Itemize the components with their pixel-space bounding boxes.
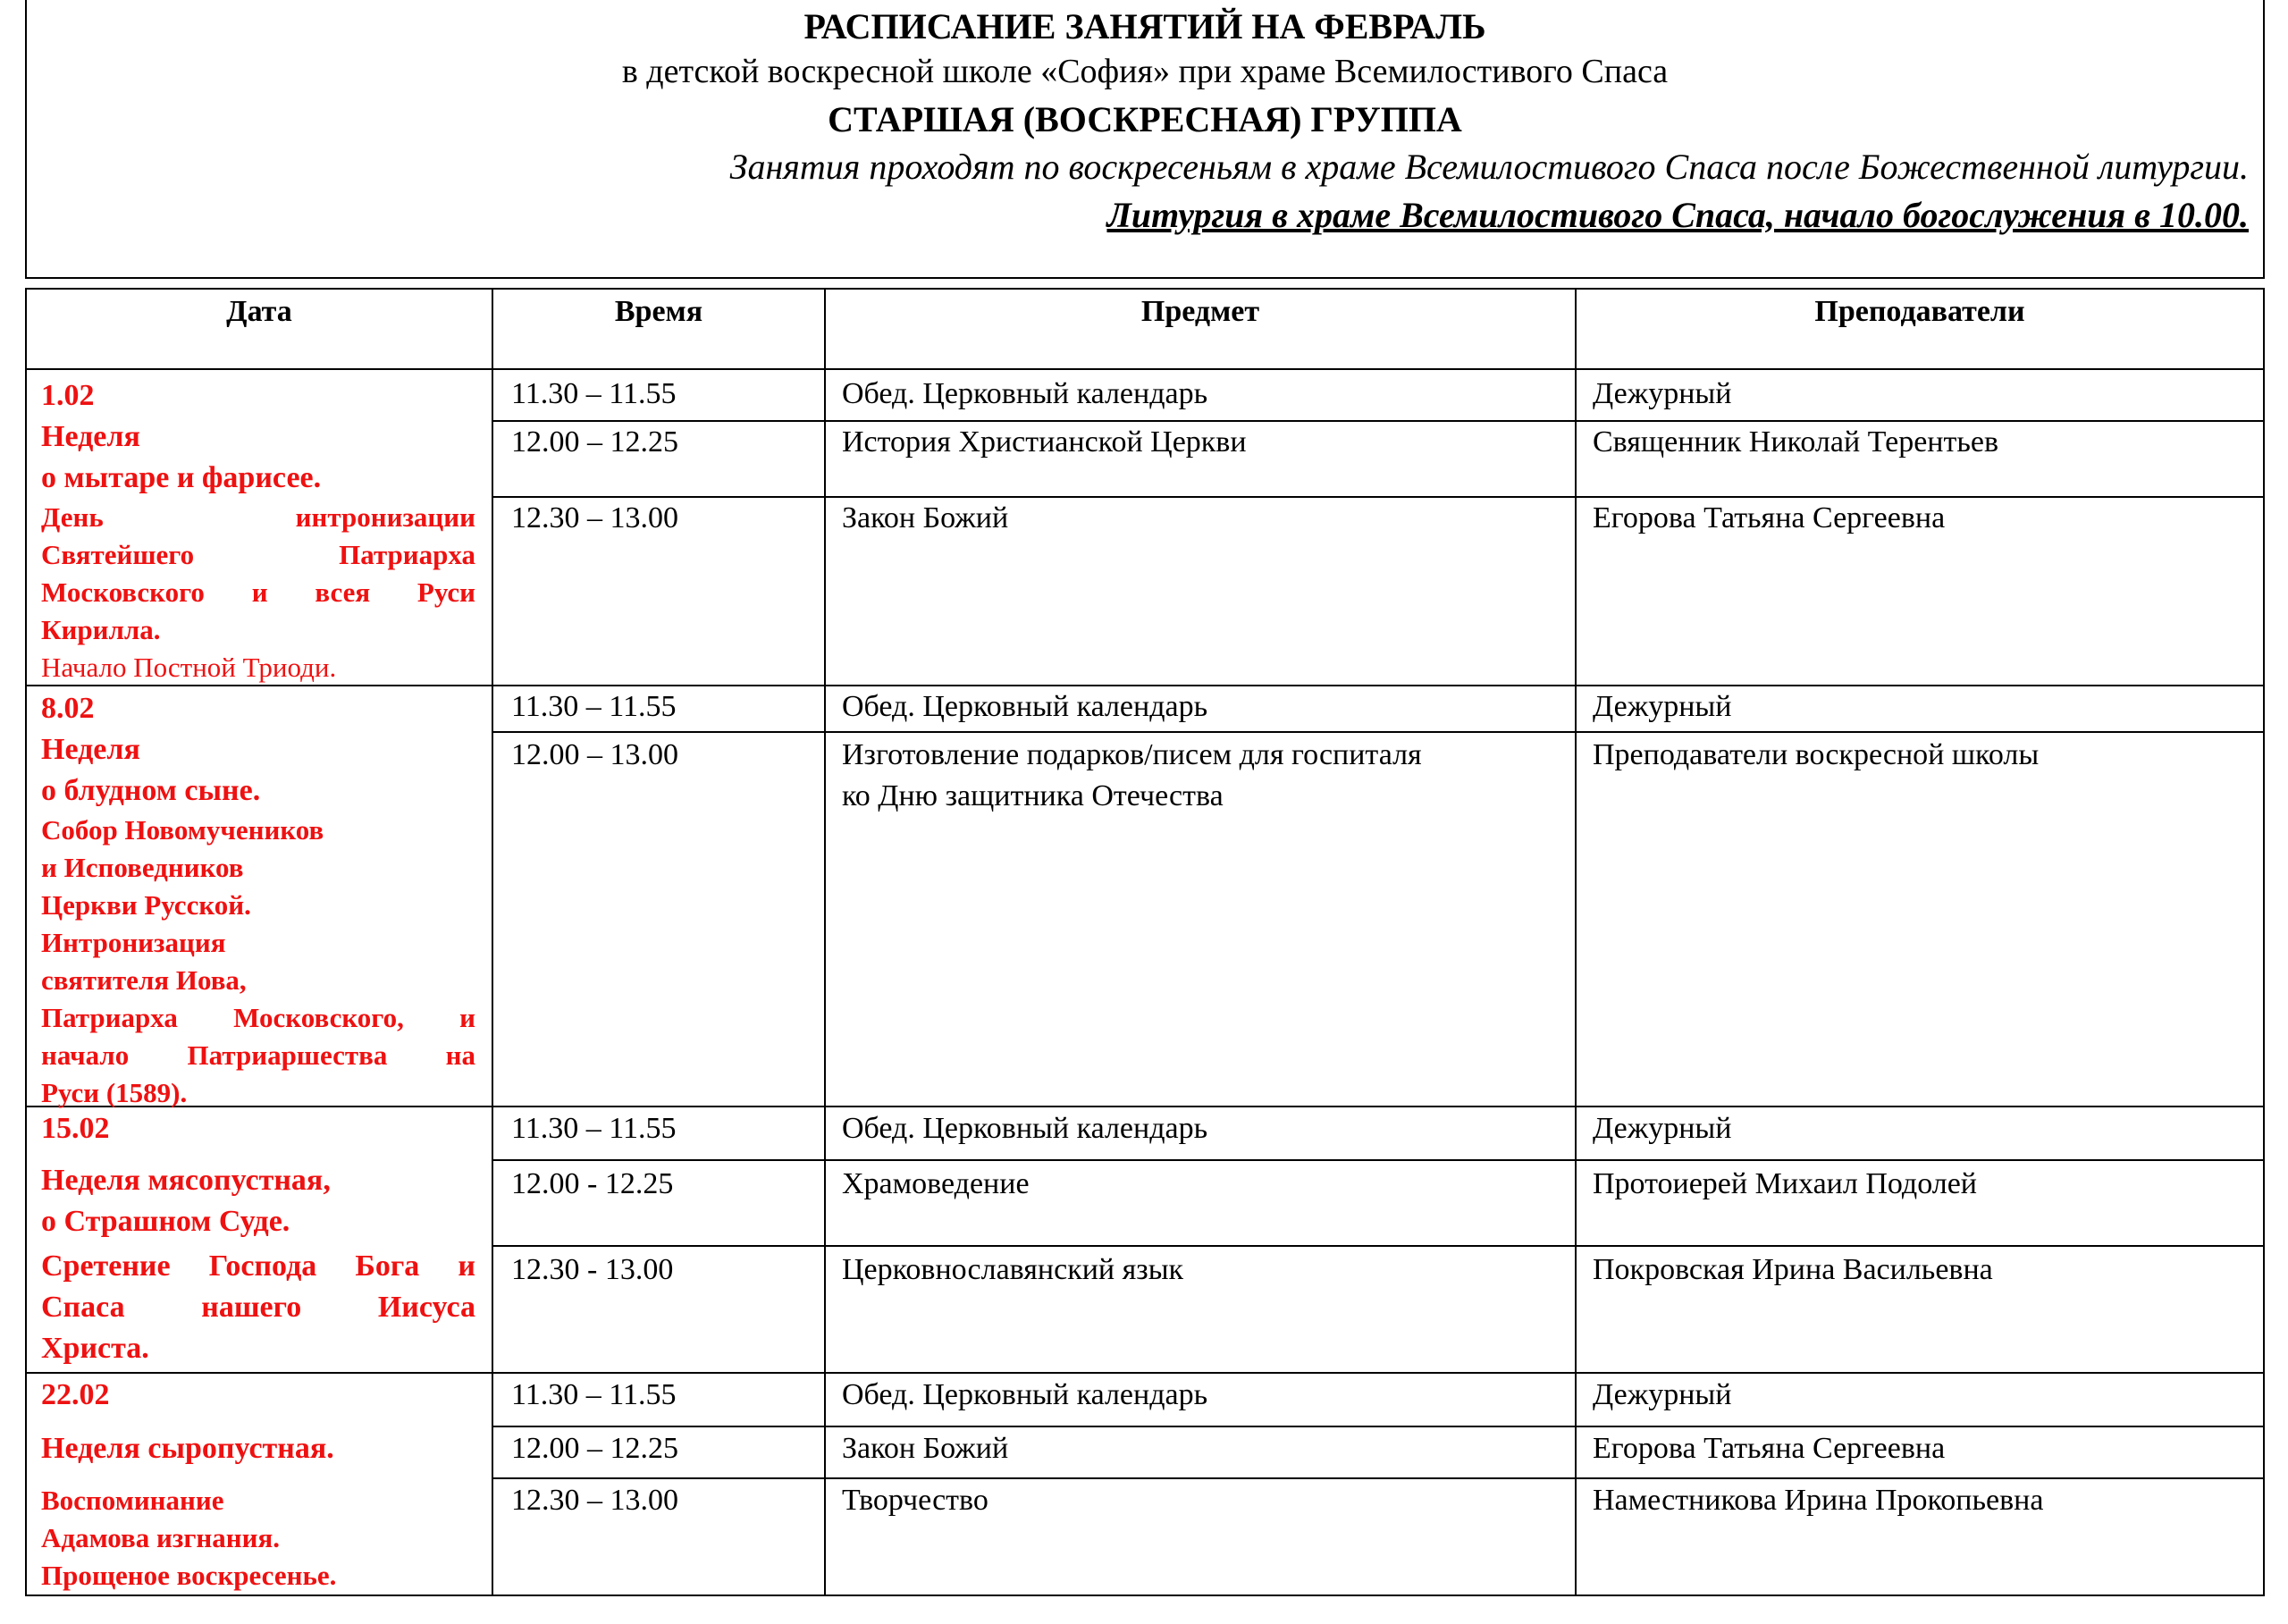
- week-name: Неделя сыропустная.: [41, 1432, 334, 1465]
- column-divider: [492, 288, 493, 1596]
- lesson-subject: История Христианской Церкви: [842, 425, 1247, 459]
- lesson-time: 11.30 – 11.55: [511, 377, 677, 410]
- week-name: о блудном сыне.: [41, 774, 261, 807]
- row-separator: [492, 496, 2265, 498]
- table-bottom-border: [25, 1595, 492, 1596]
- date-cell: [41, 1375, 475, 1595]
- lesson-subject: Творчество: [842, 1484, 988, 1517]
- lesson-subject: Обед. Церковный календарь: [842, 1112, 1208, 1145]
- week-name: Неделя мясопустная,: [41, 1164, 331, 1197]
- lesson-subject: Закон Божий: [842, 501, 1009, 534]
- lesson-teacher: Егорова Татьяна Сергеевна: [1593, 1432, 1946, 1465]
- table-bottom-border: [492, 1595, 2265, 1596]
- lesson-subject: Закон Божий: [842, 1432, 1009, 1465]
- liturgy-note: Литургия в храме Всемилостивого Спаса, начало богослужения в 10.00.: [1106, 195, 2249, 235]
- table-header-border: [25, 368, 2265, 370]
- date-cell: [41, 1108, 475, 1369]
- lesson-time: 12.00 – 13.00: [511, 738, 678, 771]
- lesson-subject: Обед. Церковный календарь: [842, 690, 1208, 723]
- lesson-time: 12.30 - 13.00: [511, 1253, 674, 1286]
- week-name: Неделя: [41, 420, 140, 453]
- lesson-teacher: Покровская Ирина Васильевна: [1593, 1253, 1993, 1286]
- column-header-subject: Предмет: [1140, 295, 1260, 328]
- date-number: 8.02: [41, 692, 95, 725]
- row-separator: [492, 1426, 2265, 1427]
- lesson-subject: Храмоведение: [842, 1167, 1030, 1200]
- feast-line: Московского и всея Руси: [41, 576, 475, 608]
- lesson-time: 12.00 – 12.25: [511, 425, 678, 459]
- lesson-teacher: Протоиерей Михаил Подолей: [1593, 1167, 1977, 1200]
- feast-line: Адамова изгнания.: [41, 1522, 280, 1553]
- row-separator: [492, 1159, 2265, 1161]
- lesson-subject: Изготовление подарков/писем для госпиталя: [842, 738, 1422, 771]
- date-number: 15.02: [41, 1112, 110, 1145]
- lesson-time: 11.30 – 11.55: [511, 1378, 677, 1411]
- column-divider: [824, 288, 826, 1596]
- lesson-teacher: Дежурный: [1593, 690, 1732, 723]
- column-header-date: Дата: [226, 295, 292, 328]
- lesson-time: 11.30 – 11.55: [511, 690, 677, 723]
- page-title: РАСПИСАНИЕ ЗАНЯТИЙ НА ФЕВРАЛЬ: [803, 6, 1486, 46]
- date-number: 22.02: [41, 1378, 110, 1411]
- feast-line: Церкви Русской.: [41, 889, 251, 921]
- table-right-border: [2263, 288, 2265, 1596]
- lesson-teacher: Дежурный: [1593, 1112, 1732, 1145]
- feast-line: Спаса нашего Иисуса: [41, 1291, 475, 1324]
- date-number: 1.02: [41, 379, 95, 412]
- table-left-border: [25, 288, 27, 1596]
- day-separator: [25, 1372, 2265, 1374]
- lesson-teacher: Наместникова Ирина Прокопьевна: [1593, 1484, 2044, 1517]
- column-divider: [1575, 288, 1577, 1596]
- feast-line: Патриарха Московского, и: [41, 1002, 475, 1033]
- day-note: Начало Постной Триоди.: [41, 652, 337, 683]
- lesson-teacher: Преподаватели воскресной школы: [1593, 738, 2040, 771]
- row-separator: [492, 420, 2265, 422]
- lesson-subject: ко Дню защитника Отечества: [842, 779, 1224, 812]
- lesson-teacher: Егорова Татьяна Сергеевна: [1593, 501, 1946, 534]
- lesson-subject: Обед. Церковный календарь: [842, 377, 1208, 410]
- feast-line: Прощеное воскресенье.: [41, 1560, 337, 1591]
- feast-line: Святейшего Патриарха: [41, 539, 475, 570]
- column-header-time: Время: [614, 295, 703, 328]
- schedule-note: Занятия проходят по воскресеньям в храме Всемилостивого Спаса после Божественной литургии.: [729, 147, 2249, 187]
- school-subtitle: в детской воскресной школе «София» при храме Всемилостивого Спаса: [621, 53, 1669, 90]
- lesson-time: 12.30 – 13.00: [511, 1484, 678, 1517]
- feast-line: День интронизации: [41, 501, 475, 533]
- feast-line: святителя Иова,: [41, 964, 247, 996]
- row-separator: [492, 1245, 2265, 1247]
- week-name: Неделя: [41, 733, 140, 766]
- date-cell: [41, 688, 475, 1112]
- feast-line: начало Патриаршества на: [41, 1039, 475, 1071]
- lesson-subject: Обед. Церковный календарь: [842, 1378, 1208, 1411]
- feast-line: Руси (1589).: [41, 1077, 188, 1108]
- date-cell: [41, 375, 475, 686]
- lesson-teacher: Священник Николай Терентьев: [1593, 425, 1999, 459]
- week-name: о мытаре и фарисее.: [41, 461, 322, 494]
- lesson-subject: Церковнославянский язык: [842, 1253, 1184, 1286]
- column-header-teachers: Преподаватели: [1814, 295, 2025, 328]
- week-name: о Страшном Суде.: [41, 1205, 290, 1238]
- feast-line: Христа.: [41, 1332, 149, 1365]
- feast-line: Собор Новомучеников: [41, 814, 324, 846]
- lesson-time: 12.00 - 12.25: [511, 1167, 674, 1200]
- lesson-teacher: Дежурный: [1593, 377, 1732, 410]
- lesson-time: 12.00 – 12.25: [511, 1432, 678, 1465]
- feast-line: Кирилла.: [41, 614, 161, 645]
- lesson-time: 12.30 – 13.00: [511, 501, 678, 534]
- feast-line: Воспоминание: [41, 1485, 224, 1516]
- lesson-time: 11.30 – 11.55: [511, 1112, 677, 1145]
- feast-line: Интронизация: [41, 927, 226, 958]
- lesson-teacher: Дежурный: [1593, 1378, 1732, 1411]
- table-top-border: [25, 288, 2265, 290]
- feast-line: Сретение Господа Бога и: [41, 1250, 475, 1283]
- feast-line: и Исповедников: [41, 852, 244, 883]
- row-separator: [492, 731, 2265, 733]
- row-separator: [492, 1477, 2265, 1479]
- group-title: СТАРШАЯ (ВОСКРЕСНАЯ) ГРУППА: [828, 99, 1462, 139]
